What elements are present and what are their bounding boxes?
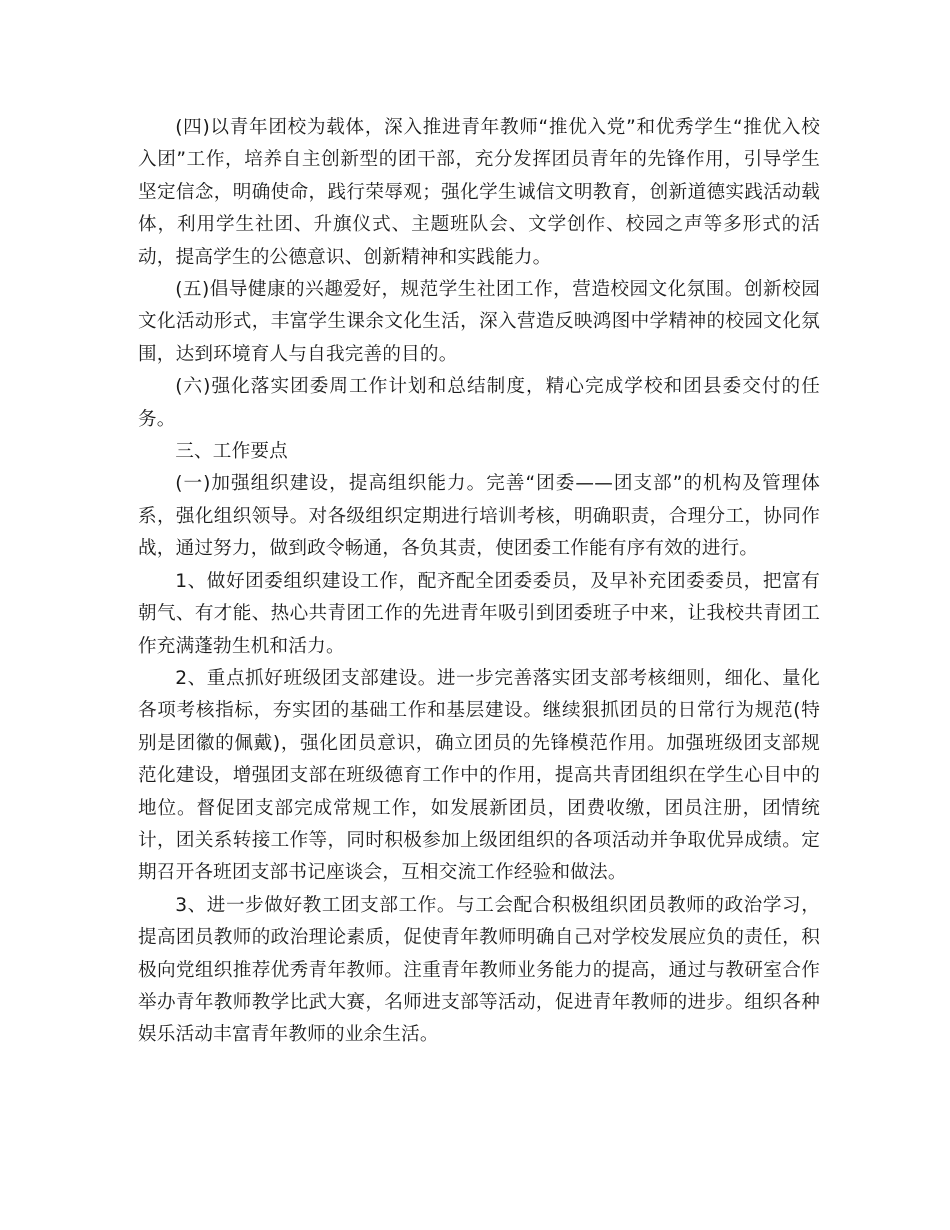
- paragraph-organization-building: (一)加强组织建设，提高组织能力。完善“团委——团支部”的机构及管理体系，强化组织领导。对各级组织定期进行培训考核，明确职责，合理分工，协同作战，通过努力，做到政令畅通，各负其责，使团委工作能有序有效的进行。: [138, 473, 820, 560]
- section-heading-work-points: 三、工作要点: [175, 441, 288, 463]
- paragraph-section-5: (五)倡导健康的兴趣爱好，规范学生社团工作，营造校园文化氛围。创新校园文化活动形式，丰富学生课余文化生活，深入营造反映鸿图中学精神的校园文化氛围，达到环境育人与自我完善的目的。: [138, 279, 820, 365]
- paragraph-item-2: 2、重点抓好班级团支部建设。进一步完善落实团支部考核细则，细化、量化各项考核指标，夯实团的基础工作和基层建设。继续狠抓团员的日常行为规范(特别是团徽的佩戴)，强化团员意识，确立团员的先锋模范作用。加强班级团支部规范化建设，增强团支部在班级德育工作中的作用，提高共青团组织在学生心目中的地位。督促团支部完成常规工作，如发展新团员，团费收缴，团员注册，团情统计，团关系转接工作等，同时积极参加上级团组织的各项活动并争取优异成绩。定期召开各班团支部书记座谈会，互相交流工作经验和做法。: [138, 667, 820, 884]
- document-body: [138, 112, 820, 1052]
- paragraph-item-1: 1、做好团委组织建设工作，配齐配全团委委员，及早补充团委委员，把富有朝气、有才能、热心共青团工作的先进青年吸引到团委班子中来，让我校共青团工作充满蓬勃生机和活力。: [138, 570, 820, 657]
- paragraph-section-4: (四)以青年团校为载体，深入推进青年教师“推优入党”和优秀学生“推优入校入团”工作，培养自主创新型的团干部，充分发挥团员青年的先锋作用，引导学生坚定信念，明确使命，践行荣辱观；强化学生诚信文明教育，创新道德实践活动载体，利用学生社团、升旗仪式、主题班队会、文学创作、校园之声等多形式的活动，提高学生的公德意识、创新精神和实践能力。: [138, 117, 820, 268]
- paragraph-section-6: (六)强化落实团委周工作计划和总结制度，精心完成学校和团县委交付的任务。: [138, 376, 820, 430]
- paragraph-item-3: 3、进一步做好教工团支部工作。与工会配合积极组织团员教师的政治学习，提高团员教师的政治理论素质，促使青年教师明确自己对学校发展应负的责任，积极向党组织推荐优秀青年教师。注重青年教师业务能力的提高，通过与教研室合作举办青年教师教学比武大赛，名师进支部等活动，促进青年教师的进步。组织各种娱乐活动丰富青年教师的业余生活。: [138, 894, 820, 1046]
